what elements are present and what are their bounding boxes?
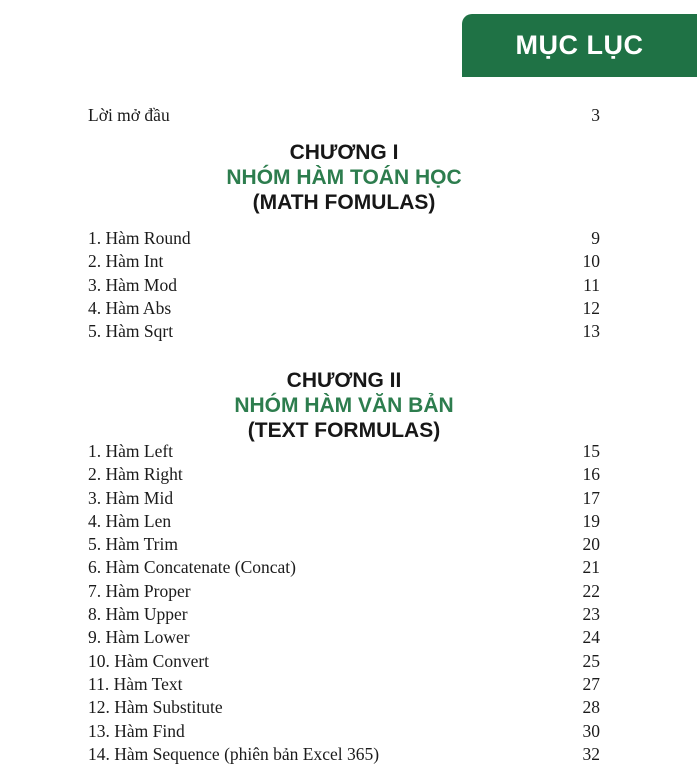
toc-entry — [88, 463, 600, 486]
toc-entry — [88, 603, 600, 626]
chapter2-title: CHƯƠNG II — [286, 369, 402, 392]
toc-entry — [88, 673, 600, 696]
toc-entry-label: 4. Hàm Abs — [88, 297, 172, 318]
toc-entry-label: 5. Hàm Sqrt — [88, 321, 174, 342]
chapter1-subtitle-en: (MATH FOMULAS) — [252, 191, 436, 214]
toc-entry-label: 13. Hàm Find — [88, 720, 185, 741]
toc-entry-page: 19 — [582, 510, 600, 531]
toc-entry — [88, 533, 600, 556]
toc-entry — [88, 440, 600, 463]
chapter1-title: CHƯƠNG I — [289, 141, 399, 164]
toc-entry-label: 9. Hàm Lower — [88, 627, 190, 648]
toc-entry-page: 9 — [591, 228, 600, 248]
toc-banner — [462, 14, 697, 77]
chapter2-heading — [88, 368, 600, 443]
toc-entry — [88, 696, 600, 719]
toc-entry-label: Lời mở đầu — [88, 105, 170, 125]
toc-entry — [88, 297, 600, 320]
toc-entry-page: 30 — [582, 720, 600, 741]
toc-entry-label: 8. Hàm Upper — [88, 604, 188, 625]
toc-entry — [88, 626, 600, 649]
toc-entry-label: 4. Hàm Len — [88, 510, 172, 531]
toc-entry-page: 25 — [582, 650, 600, 671]
toc-entry-label: 3. Hàm Mid — [88, 487, 174, 508]
toc-entry — [88, 274, 600, 297]
toc-entry-page: 22 — [582, 580, 600, 601]
toc-banner-title: MỤC LỤC — [515, 30, 644, 60]
chapter2-subtitle: NHÓM HÀM VĂN BẢN — [234, 394, 454, 417]
intro-section — [88, 104, 600, 127]
toc-entry — [88, 650, 600, 673]
toc-entry-page: 13 — [582, 321, 600, 342]
toc-entry-page: 17 — [582, 487, 600, 508]
toc-entry-page: 21 — [582, 557, 600, 578]
toc-entry — [88, 510, 600, 533]
toc-entry-page: 12 — [582, 297, 600, 318]
toc-entry-page: 27 — [582, 673, 600, 694]
toc-entry — [88, 556, 600, 579]
toc-entry — [88, 580, 600, 603]
chapter2-subtitle-en: (TEXT FORMULAS) — [247, 419, 441, 442]
toc-entry-label: 11. Hàm Text — [88, 673, 183, 694]
toc-entry-label: 12. Hàm Substitute — [88, 697, 223, 718]
toc-entry-label: 1. Hàm Round — [88, 228, 191, 248]
chapter1-heading — [88, 140, 600, 215]
toc-entry-label: 6. Hàm Concatenate (Concat) — [88, 557, 296, 578]
toc-entry-label: 3. Hàm Mod — [88, 274, 177, 295]
toc-entry — [88, 104, 600, 127]
toc-entry-label: 14. Hàm Sequence (phiên bản Excel 365) — [88, 743, 380, 764]
toc-entry-page: 10 — [582, 251, 600, 272]
toc-entry — [88, 720, 600, 743]
toc-entry-page: 15 — [582, 441, 600, 461]
toc-entry-page: 28 — [582, 697, 600, 718]
toc-entry-label: 7. Hàm Proper — [88, 580, 191, 601]
toc-entry-page: 11 — [583, 274, 600, 295]
toc-entry — [88, 743, 600, 766]
toc-entry-label: 2. Hàm Right — [88, 464, 183, 485]
toc-entry-page: 32 — [582, 743, 600, 764]
toc-entry-page: 24 — [582, 627, 600, 648]
toc-entry-label: 2. Hàm Int — [88, 251, 164, 272]
toc-entry — [88, 487, 600, 510]
toc-entry — [88, 320, 600, 343]
toc-entry — [88, 250, 600, 273]
chapter2-entries — [88, 440, 600, 766]
toc-entry-page: 23 — [582, 604, 600, 625]
chapter1-subtitle: NHÓM HÀM TOÁN HỌC — [226, 166, 462, 189]
chapter1-entries — [88, 227, 600, 343]
toc-entry-page: 3 — [591, 105, 600, 125]
toc-entry-label: 5. Hàm Trim — [88, 534, 178, 555]
toc-entry-label: 10. Hàm Convert — [88, 650, 210, 671]
toc-entry — [88, 227, 600, 250]
toc-entry-page: 20 — [582, 534, 600, 555]
toc-entry-label: 1. Hàm Left — [88, 441, 174, 461]
toc-entry-page: 16 — [582, 464, 600, 485]
